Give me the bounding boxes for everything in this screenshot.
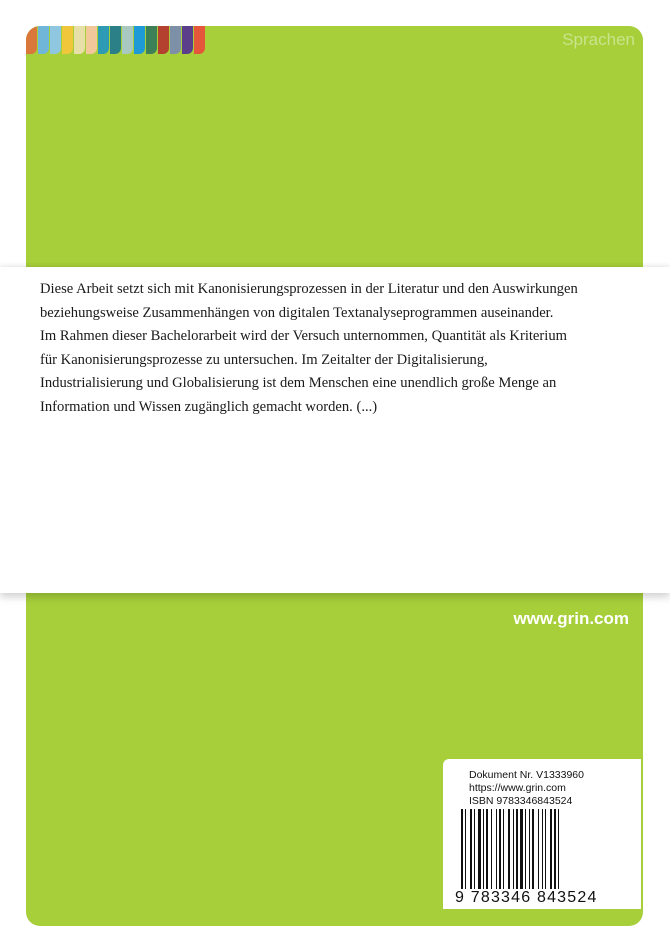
abstract-line: Information und Wissen zugänglich gemacht worden. (...) [40,398,378,415]
category-label: Sprachen [562,30,635,49]
abstract-line: Industrialisierung und Globalisierung ist dem Menschen eine unendlich große Menge an [40,375,557,391]
color-stripe [158,26,169,54]
color-stripe [38,26,49,54]
document-url: https://www.grin.com [469,781,566,794]
isbn-number: ISBN 9783346843524 [469,794,573,807]
color-stripes [26,26,206,54]
color-stripe [170,26,181,54]
isbn-info-box [443,759,641,909]
document-info [469,769,584,807]
abstract-line: Im Rahmen dieser Bachelorarbeit wird der Versuch unternommen, Quantität als Kriterium [40,328,567,344]
color-stripe [98,26,109,54]
abstract-line: beziehungsweise Zusammenhängen von digitalen Textanalyseprogrammen auseinander. [40,304,554,321]
color-stripe [110,26,121,54]
publisher-website: www.grin.com [513,609,629,628]
abstract-line: für Kanonisierungsprozesse zu untersuchen. Im Zeitalter der Digitalisierung, [40,351,488,368]
color-stripe [74,26,85,54]
color-stripe [62,26,73,54]
color-stripe [122,26,133,54]
barcode-digits: 9 783346 843524 [455,889,635,907]
abstract-panel [0,267,670,593]
color-stripe [194,26,205,54]
color-stripe [146,26,157,54]
color-stripe [86,26,97,54]
color-stripe [182,26,193,54]
abstract-text [40,278,628,419]
abstract-line: Diese Arbeit setzt sich mit Kanonisierungsprozessen in der Literatur und den Auswirkungen [40,281,578,297]
color-stripe [26,26,37,54]
color-stripe [50,26,61,54]
document-number: Dokument Nr. V1333960 [469,769,584,781]
color-stripe [134,26,145,54]
